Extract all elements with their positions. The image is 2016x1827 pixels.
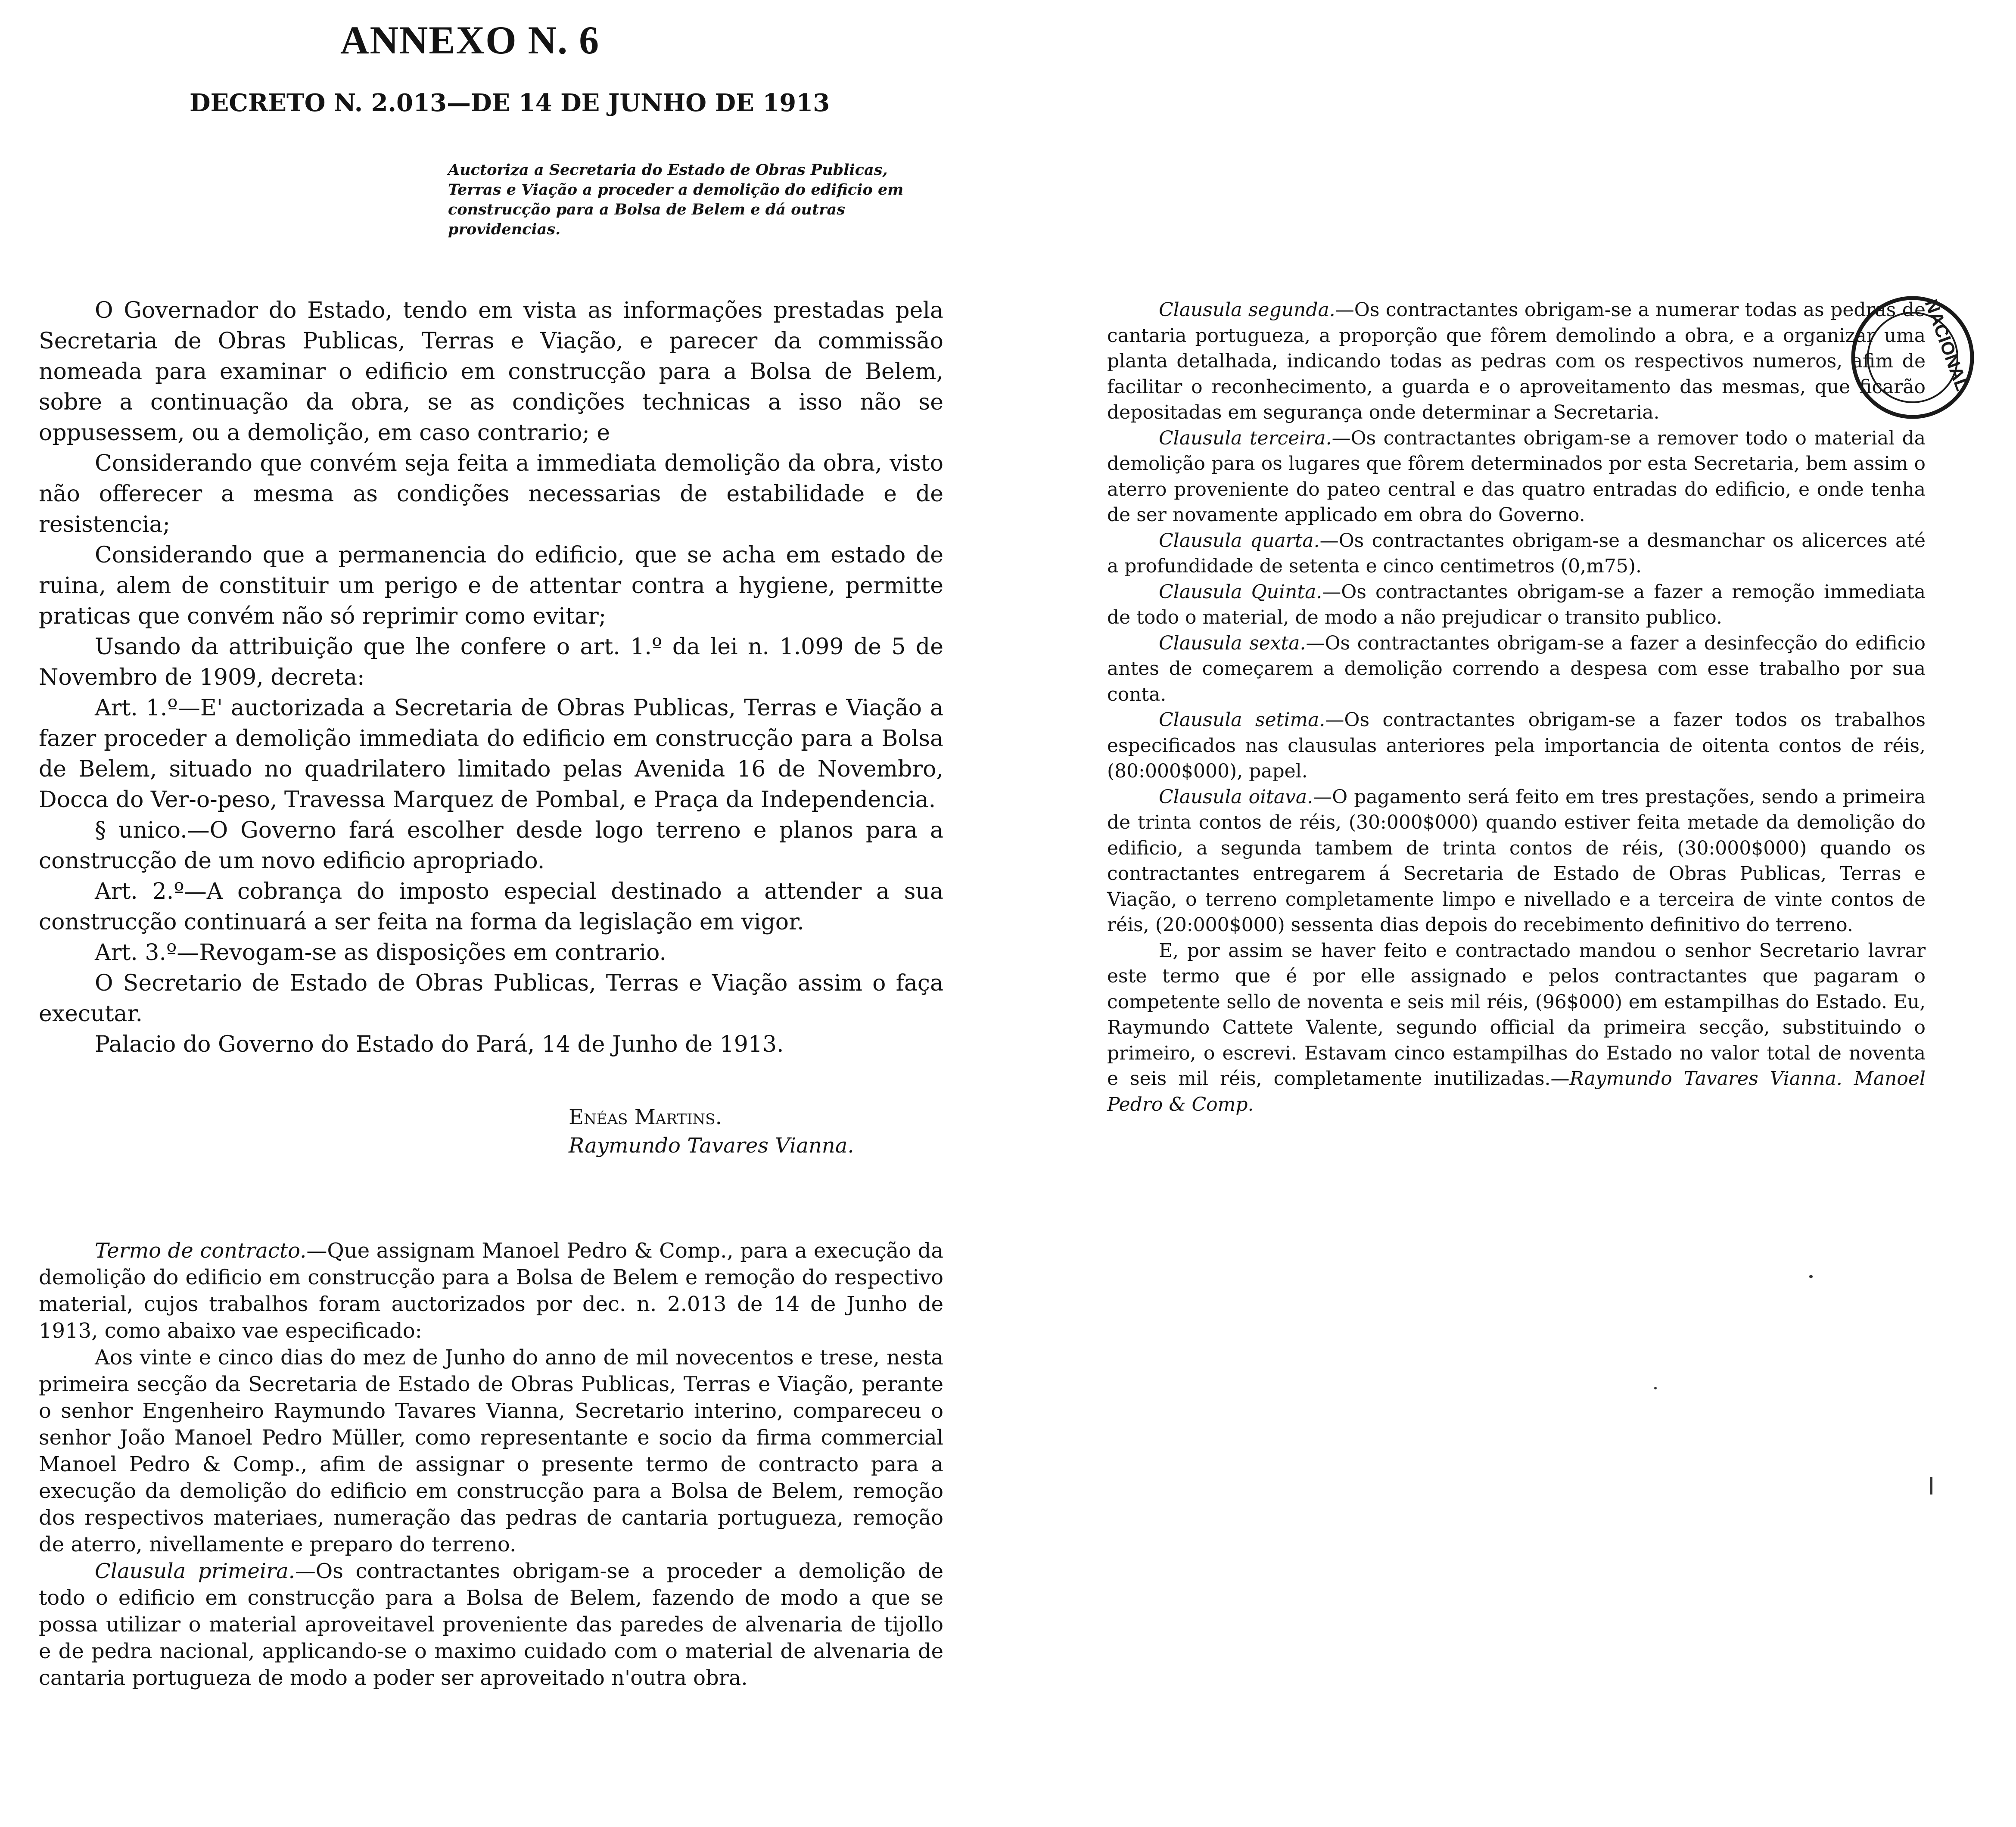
svg-text:NACIONAL: NACIONAL — [1921, 296, 1973, 394]
clause-label: Clausula oitava. — [1159, 786, 1313, 808]
library-stamp — [1848, 293, 1977, 422]
contract-term — [39, 1237, 943, 1691]
clause-text: —Os contractantes obrigam-se a desmanchar os alicerces até a profundidade de setenta e cinco centimetros (0,m75). — [1107, 529, 1926, 577]
signature-block — [569, 1103, 943, 1160]
clause-text: —Os contractantes obrigam-se a fazer a desinfecção do edificio antes de começarem a demolição correndo a despesa com esse trabalho por sua conta. — [1107, 632, 1926, 705]
clause-paragraph — [1107, 707, 1926, 784]
left-column — [39, 17, 943, 1691]
clause-paragraph — [1107, 938, 1926, 1118]
clause-paragraph — [1107, 631, 1926, 708]
decree-paragraph: Palacio do Governo do Estado do Pará, 14 de Junho de 1913. — [95, 1032, 784, 1057]
clause-paragraph — [1107, 426, 1926, 528]
signature-secretary: Raymundo Tavares Vianna. — [569, 1134, 854, 1158]
clause-label: Clausula quarta. — [1159, 529, 1320, 552]
clause-text: —O pagamento será feito em tres prestações, sendo a primeira de trinta contos de réis, (30:000$000) quando estiver feita metade da demolição do edificio, a segunda tambem de trinta contos de réis, (30:000$000) quando os contractantes entregarem á Secretaria de Estado de Obras Publicas, Terras e Viação, o terreno completamente limpo e nivellado e a terceira de vinte contos de réis, (20:000$000) sessenta dias depois do recebimento definitivo do terreno. — [1107, 786, 1926, 936]
contract-paragraph — [39, 1558, 943, 1691]
contract-text: Aos vinte e cinco dias do mez de Junho do anno de mil novecentos e trese, nesta primeira secção da Secretaria de Estado de Obras Publicas, Terras e Viação, perante o senhor Engenheiro Raymundo Tavares Vianna, Secretario interino, compareceu o senhor João Manoel Pedro Müller, como representante e socio da firma commercial Manoel Pedro & Comp., afim de assignar o presente termo de contracto para a execução da demolição do edificio em construcção para a Bolsa de Belem, remoção dos respectivos materiaes, numeração das pedras de cantaria portugueza, remoção de aterro, nivellamente e preparo do terreno. — [39, 1345, 943, 1557]
print-speck — [1654, 1387, 1657, 1389]
annex-title: ANNEXO N. 6 — [340, 18, 600, 62]
decree-paragraph: Art. 1.º—E' auctorizada a Secretaria de Obras Publicas, Terras e Viação a fazer proceder a demolição immediata do edificio em construcção para a Bolsa de Belem, situado no quadrilatero limitado pelas Avenida 16 de Novembro, Docca do Ver-o-peso, Travessa Marquez de Pombal, e Praça da Independencia. — [39, 695, 943, 813]
decree-paragraph: Art. 3.º—Revogam-se as disposições em contrario. — [95, 940, 667, 966]
clause-label: Clausula terceira. — [1159, 427, 1332, 449]
clause-text: —Os contractantes obrigam-se a fazer todos os trabalhos especificados nas clausulas anteriores pela importancia de oitenta contos de réis, (80:000$000), papel. — [1107, 709, 1926, 782]
print-speck — [1809, 1275, 1813, 1278]
clause-text: E, por assim se haver feito e contractado mandou o senhor Secretario lavrar este termo que é por elle assignado e pelos contractantes que pagaram o competente sello de noventa e seis mil réis, (96$000) em estampilhas do Estado. Eu, Raymundo Cattete Valente, segundo official da primeira secção, substituindo o primeiro, o escrevi. Estavam cinco estampilhas do Estado no valor total de noventa e seis mil réis, completamente inutilizadas.— — [1107, 939, 1926, 1090]
signature-governor: Enéas Martins. — [569, 1105, 722, 1129]
clause-label: Clausula segunda. — [1159, 299, 1335, 321]
clause-paragraph — [1107, 297, 1926, 426]
contract-label: Termo de contracto. — [95, 1239, 307, 1263]
decree-paragraph: O Governador do Estado, tendo em vista as informações prestadas pela Secretaria de Obras Publicas, Terras e Viação, e parecer da commissão nomeada para examinar o edificio em construcção para a Bolsa de Belem, sobre a continuação da obra, se as condições technicas a isso não se oppusessem, ou a demolição, em caso contrario; e — [39, 298, 943, 446]
right-column — [1107, 297, 1926, 1117]
contract-text: —Os contractantes obrigam-se a proceder a demolição de todo o edificio em construcção para a Bolsa de Belem, fazendo de modo a que se possa utilizar o material aproveitavel proveniente das paredes de alvenaria de tijollo e de pedra nacional, applicando-se o maximo cuidado com o material de alvenaria de cantaria portugueza de modo a poder ser aproveitado n'outra obra. — [39, 1559, 944, 1690]
clause-paragraph — [1107, 528, 1926, 579]
clause-label: Clausula sexta. — [1159, 632, 1306, 654]
clause-signatures: Raymundo Tavares Vianna. Manoel Pedro & Comp. — [1107, 1068, 1926, 1115]
clause-paragraph — [1107, 784, 1926, 938]
clause-paragraph — [1107, 579, 1926, 631]
clause-label: Clausula Quinta. — [1159, 581, 1322, 603]
contract-paragraph — [39, 1237, 943, 1344]
decree-paragraph: Usando da attribuição que lhe confere o art. 1.º da lei n. 1.099 de 5 de Novembro de 1909, decreta: — [39, 634, 943, 690]
decree-paragraph: Considerando que convém seja feita a immediata demolição da obra, visto não offerecer a mesma as condições necessarias de estabilidade e de resistencia; — [39, 451, 943, 538]
contract-paragraph — [39, 1344, 943, 1558]
decree-paragraph: O Secretario de Estado de Obras Publicas, Terras e Viação assim o faça executar. — [39, 970, 943, 1027]
contract-label: Clausula primeira. — [95, 1559, 295, 1583]
clause-text: —Os contractantes obrigam-se a remover todo o material da demolição para os lugares que fôrem determinados por esta Secretaria, bem assim o aterro proveniente do pateo central e das quatro entradas do edificio, e onde tenha de ser novamente applicado em obra do Governo. — [1107, 427, 1926, 526]
decree-heading: DECRETO N. 2.013—DE 14 DE JUNHO DE 1913 — [190, 89, 830, 117]
decree-body — [39, 295, 943, 1060]
decree-summary: Auctoriza a Secretaria do Estado de Obras Publicas, Terras e Viação a proceder a demolição do edificio em construcção para a Bolsa de Belem e dá outras providencias. — [448, 161, 904, 238]
decree-paragraph: Considerando que a permanencia do edificio, que se acha em estado de ruina, alem de constituir um perigo e de attentar contra a hygiene, permitte praticas que convém não só reprimir como evitar; — [39, 542, 943, 629]
print-speck — [1930, 1477, 1932, 1495]
decree-paragraph: § unico.—O Governo fará escolher desde logo terreno e planos para a construcção de um novo edificio apropriado. — [39, 817, 943, 874]
decree-paragraph: Art. 2.º—A cobrança do imposto especial destinado a attender a sua construcção continuará a ser feita na forma da legislação em vigor. — [39, 879, 943, 935]
clause-label: Clausula setima. — [1159, 709, 1325, 731]
contract-text: —Que assignam Manoel Pedro & Comp., para a execução da demolição do edificio em construcção para a Bolsa de Belem e remoção do respectivo material, cujos trabalhos foram auctorizados por dec. n. 2.013 de 14 de Junho de 1913, como abaixo vae especificado: — [39, 1239, 943, 1343]
clauses-body — [1107, 297, 1926, 1117]
clause-text: —Os contractantes obrigam-se a numerar todas as pedras de cantaria portugueza, a proporção que fôrem demolindo a obra, e a organizar uma planta detalhada, indicando todas as pedras com os respectivos numeros, afim de facilitar o reconhecimento, a guarda e o aproveitamento das mesmas, que ficarão depositadas em segurança onde determinar a Secretaria. — [1107, 299, 1926, 423]
clause-text: —Os contractantes obrigam-se a fazer a remoção immediata de todo o material, de modo a não prejudicar o transito publico. — [1107, 581, 1926, 628]
